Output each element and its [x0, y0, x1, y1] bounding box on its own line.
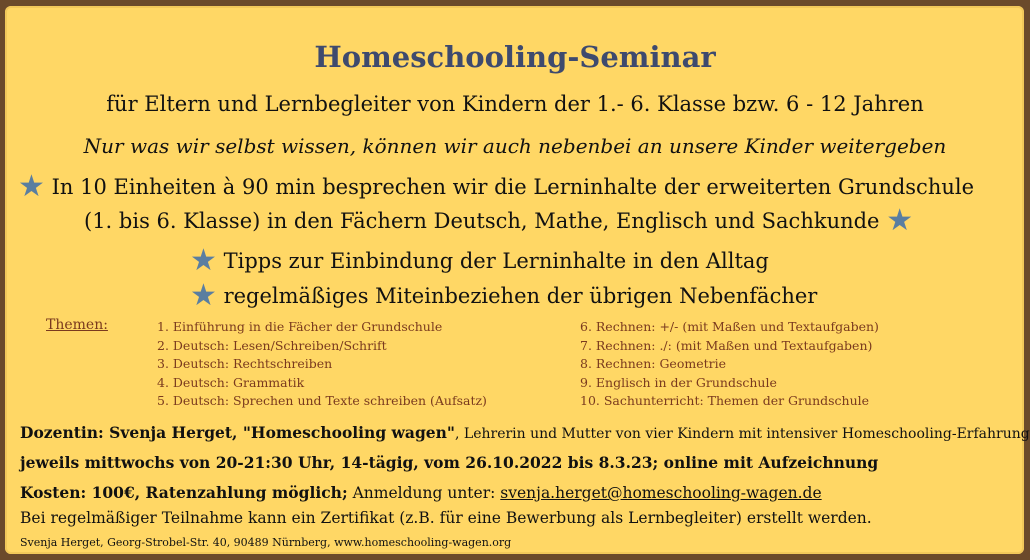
certificate-info: Bei regelmäßiger Teilnahme kann ein Zertifikat (z.B. für eine Bewerbung als Lernbegleiter) erstellt werden.	[20, 509, 872, 527]
themes-label: Themen:	[46, 317, 108, 333]
theme-item: 1. Einführung in die Fächer der Grundschule	[157, 319, 443, 334]
cost-info	[20, 483, 822, 502]
theme-item: 10. Sachunterricht: Themen der Grundschule	[580, 393, 870, 409]
registration-text: Anmeldung unter:	[347, 484, 501, 502]
theme-item: 9. Englisch in der Grundschule	[580, 374, 777, 390]
bullet-text: (1. bis 6. Klasse) in den Fächern Deutsch, Mathe, Englisch und Sachkunde	[84, 209, 880, 233]
registration-email-link[interactable]: svenja.herget@homeschooling-wagen.de	[500, 484, 822, 502]
bullet-units-line2	[84, 203, 914, 238]
themes-list-left	[157, 318, 487, 411]
theme-item: 3. Deutsch: Rechtschreiben	[157, 356, 333, 372]
star-icon: ★	[190, 278, 217, 313]
themes-list-right	[580, 318, 879, 411]
bullet-text: Tipps zur Einbindung der Lerninhalte in den Alltag	[223, 249, 769, 273]
bullet-text: In 10 Einheiten à 90 min besprechen wir die Lerninhalte der erweiterten Grundschule	[51, 175, 975, 199]
theme-item: 8. Rechnen: Geometrie	[580, 356, 726, 372]
star-icon: ★	[886, 203, 914, 238]
lecturer-name: Dozentin: Svenja Herget, "Homeschooling wagen"	[20, 423, 455, 442]
star-icon: ★	[18, 169, 45, 204]
star-icon: ★	[190, 243, 217, 278]
schedule-info: jeweils mittwochs von 20-21:30 Uhr, 14-tägig, vom 26.10.2022 bis 8.3.23; online mit Aufzeichnung	[20, 453, 879, 472]
bullet-text: regelmäßiges Miteinbeziehen der übrigen Nebenfächer	[223, 284, 818, 308]
bullet-subjects	[190, 278, 818, 313]
motto-quote: Nur was wir selbst wissen, können wir auch nebenbei an unsere Kinder weitergeben	[83, 134, 947, 158]
theme-item: 6. Rechnen: +/- (mit Maßen und Textaufgaben)	[580, 319, 879, 334]
theme-item: 2. Deutsch: Lesen/Schreiben/Schrift	[157, 337, 387, 353]
lecturer-info	[20, 423, 1030, 442]
footer-address: Svenja Herget, Georg-Strobel-Str. 40, 90489 Nürnberg, www.homeschooling-wagen.org	[20, 536, 512, 549]
theme-item: 7. Rechnen: ./: (mit Maßen und Textaufgaben)	[580, 337, 873, 353]
theme-item: 4. Deutsch: Grammatik	[157, 374, 305, 390]
lecturer-description: , Lehrerin und Mutter von vier Kindern mit intensiver Homeschooling-Erfahrung	[455, 426, 1030, 442]
bullet-units-line1	[18, 169, 975, 204]
theme-item: 5. Deutsch: Sprechen und Texte schreiben (Aufsatz)	[157, 393, 487, 409]
bullet-tips	[190, 243, 769, 278]
subtitle: für Eltern und Lernbegleiter von Kindern der 1.- 6. Klasse bzw. 6 - 12 Jahren	[106, 92, 924, 116]
cost-text: Kosten: 100€, Ratenzahlung möglich;	[20, 483, 348, 502]
page-title: Homeschooling-Seminar	[314, 40, 716, 74]
